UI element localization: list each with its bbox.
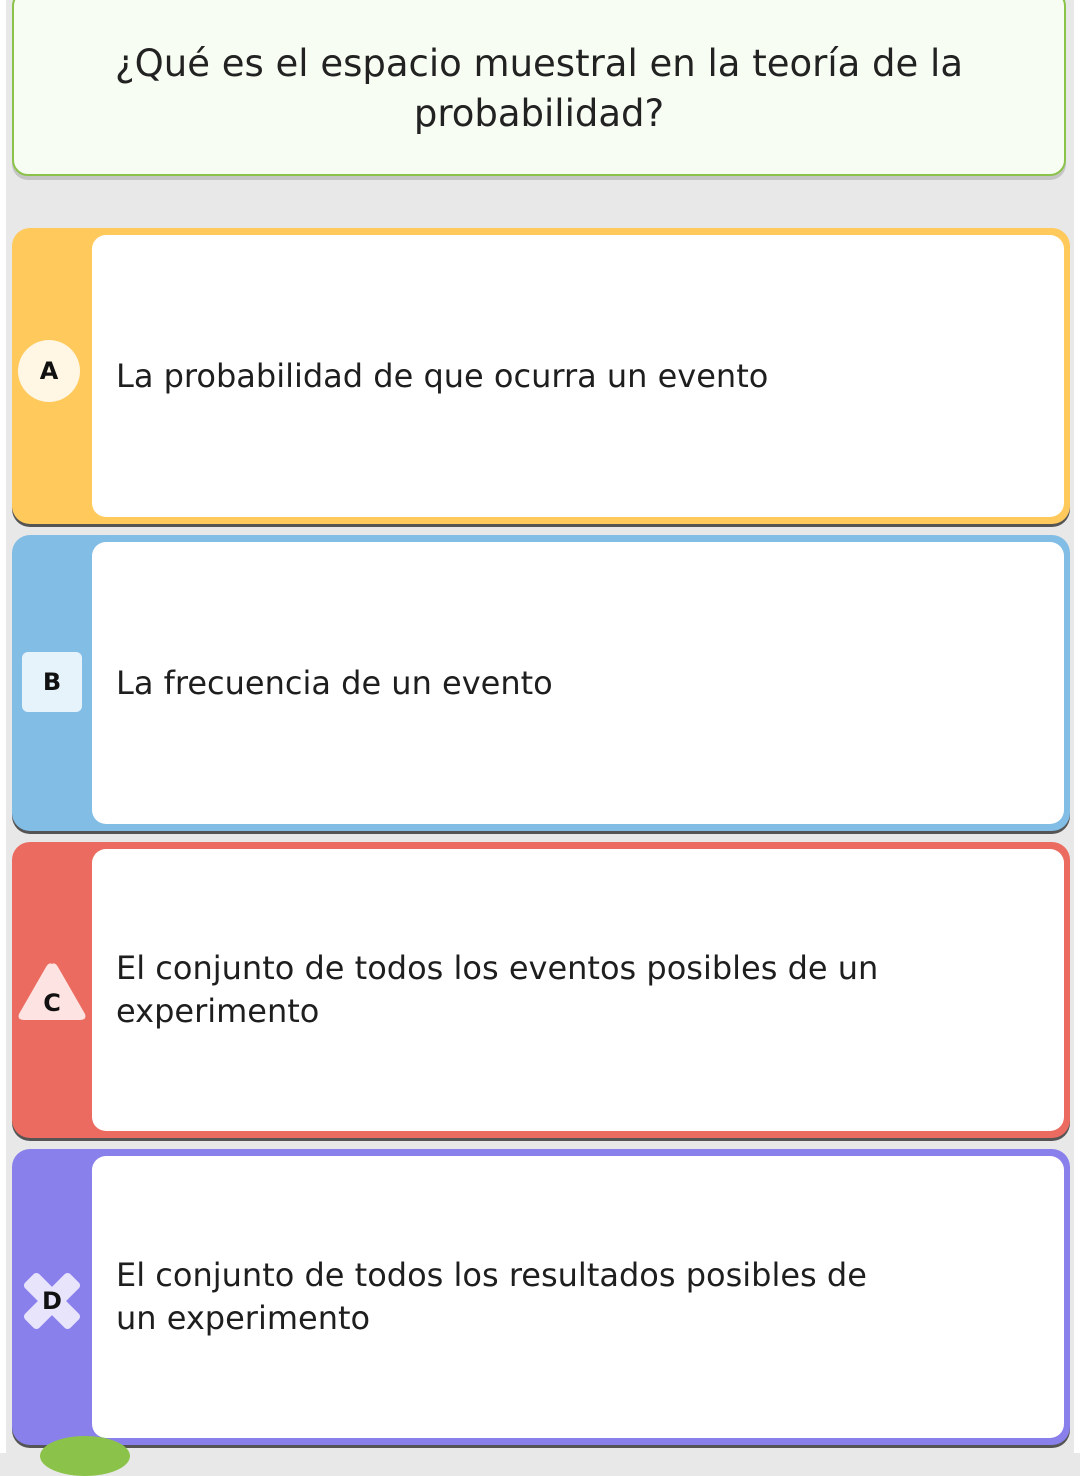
option-c-letter: C: [43, 989, 61, 1017]
option-b[interactable]: [12, 535, 1070, 831]
option-b-badge-square-icon: [22, 652, 82, 712]
option-d-badge-cross-icon: [16, 1265, 88, 1337]
option-d[interactable]: [12, 1149, 1070, 1445]
option-c-badge-triangle-icon: [16, 960, 88, 1022]
option-b-letter: B: [42, 668, 62, 696]
option-d-text: El conjunto de todos los resultados posibles de un experimento: [116, 1256, 867, 1337]
option-a-badge-circle-icon: [18, 340, 80, 402]
option-a[interactable]: [12, 228, 1070, 524]
question-card: [12, 0, 1066, 176]
left-edge: [0, 0, 6, 1453]
option-d-letter: D: [42, 1287, 62, 1315]
option-a-text: La probabilidad de que ocurra un evento: [116, 356, 769, 395]
option-c[interactable]: [12, 842, 1070, 1138]
option-b-content[interactable]: [92, 542, 1064, 824]
question-text: ¿Qué es el espacio muestral en la teoría de la probabilidad?: [114, 42, 964, 135]
option-b-text: La frecuencia de un evento: [116, 663, 553, 702]
option-c-text: El conjunto de todos los eventos posibles de un experimento: [116, 949, 879, 1030]
right-edge: [1074, 0, 1080, 1453]
option-a-content[interactable]: [92, 235, 1064, 517]
option-c-content[interactable]: [92, 849, 1064, 1131]
option-d-content[interactable]: [92, 1156, 1064, 1438]
bottom-progress-arc: [40, 1436, 130, 1476]
option-a-letter: A: [39, 357, 59, 385]
